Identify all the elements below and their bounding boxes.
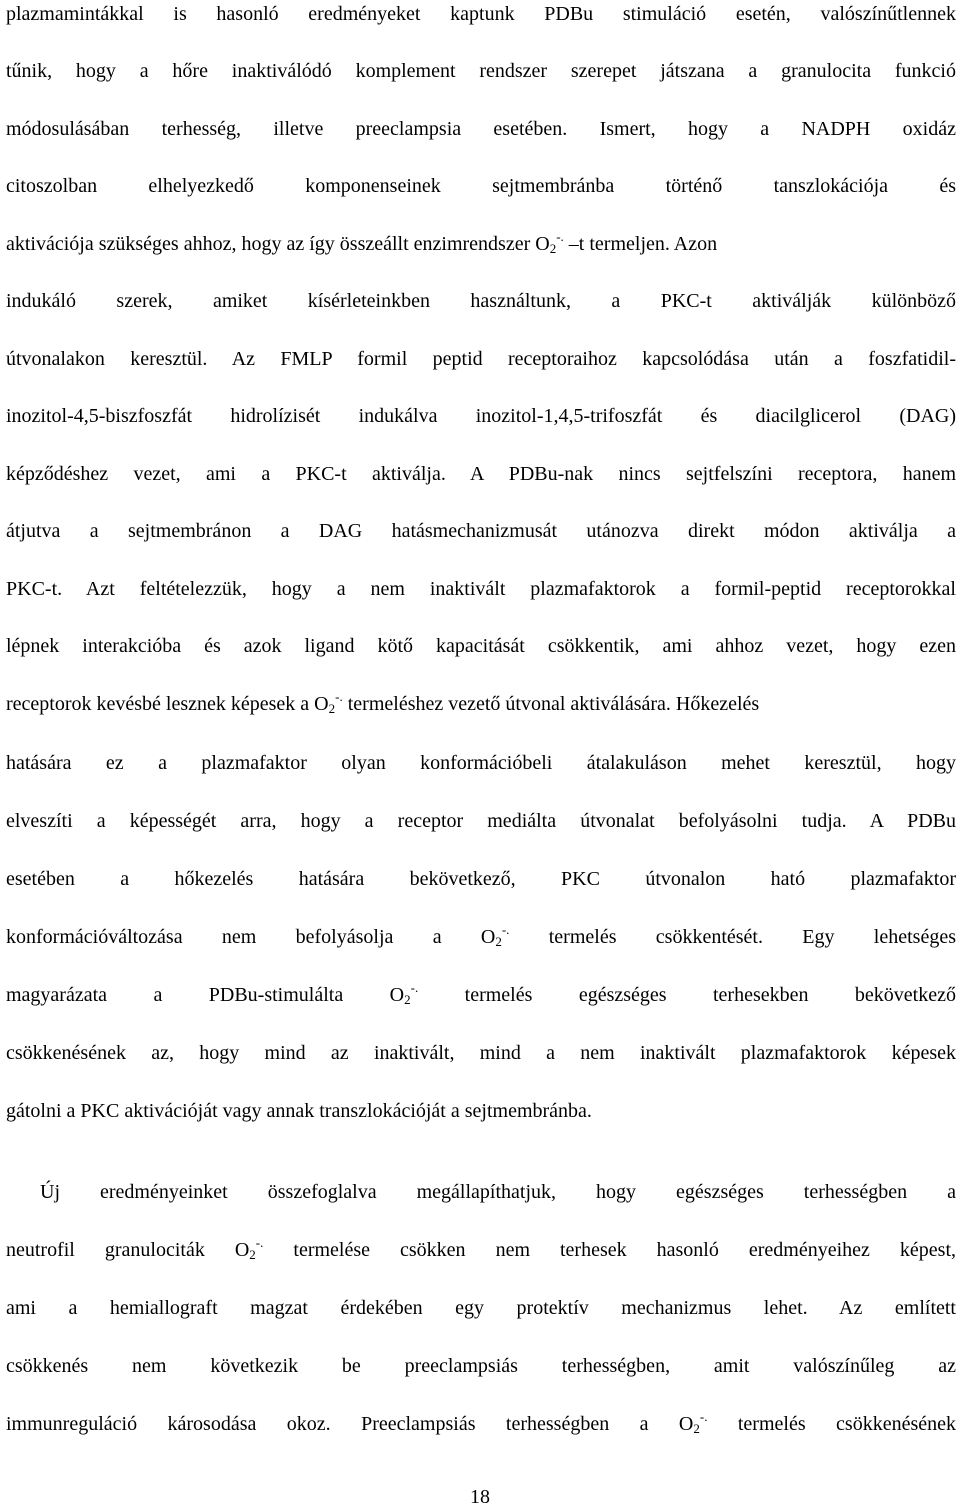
text-segment: neutrofil granulociták O <box>6 1239 250 1261</box>
paragraph-1-line: PKC-t. Azt feltételezzük, hogy a nem inaktivált plazmafaktorok a formil-peptid receptorokkal <box>6 578 956 600</box>
superscript: -. <box>255 1235 264 1250</box>
subscript: 2 <box>495 934 502 949</box>
subscript: 2 <box>328 701 336 716</box>
paragraph-1-line: átjutva a sejtmembránon a DAG hatásmechanizmusát utánozva direkt módon aktiválja a <box>6 520 956 542</box>
paragraph-1-line: útvonalakon keresztül. Az FMLP formil peptid receptoraihoz kapcsolódása után a foszfatidil- <box>6 348 956 370</box>
paragraph-2-line: ami a hemiallograft magzat érdekében egy protektív mechanizmus lehet. Az említett <box>6 1297 956 1319</box>
paragraph-1-line: citoszolban elhelyezkedő komponenseinek sejtmembránba történő tanszlokációja és <box>6 175 956 197</box>
text-segment: termeléshez vezető útvonal aktiválására. Hőkezelés <box>342 693 760 715</box>
page-number: 18 <box>470 1486 490 1508</box>
text-segment: –t termeljen. Azon <box>563 233 718 255</box>
text-segment: receptorok kevésbé lesznek képesek a O <box>6 693 329 715</box>
paragraph-1-line: tűnik, hogy a hőre inaktiválódó komplement rendszer szerepet játszana a granulocita funkció <box>6 60 956 82</box>
text-segment: konformációváltozása nem befolyásolja a O <box>6 926 496 948</box>
subscript: 2 <box>404 992 411 1007</box>
text-segment: termelés csökkenésének <box>707 1413 956 1435</box>
paragraph-1-line: plazmamintákkal is hasonló eredményeket kaptunk PDBu stimuláció esetén, valószínűtlennek <box>6 3 956 25</box>
paragraph-1-line <box>6 690 956 718</box>
paragraph-1-line: inozitol-4,5-biszfoszfát hidrolízisét indukálva inozitol-1,4,5-trifoszfát és diacilglicerol (DAG) <box>6 405 956 427</box>
subscript: 2 <box>693 1421 700 1436</box>
paragraph-2-line <box>6 1236 956 1264</box>
text-segment: termelés egészséges terhesekben bekövetkező <box>418 984 956 1006</box>
paragraph-1-line <box>6 923 956 951</box>
paragraph-1-line: esetében a hőkezelés hatására bekövetkező, PKC útvonalon ható plazmafaktor <box>6 868 956 890</box>
paragraph-1-line: indukáló szerek, amiket kísérleteinkben használtunk, a PKC-t aktiválják különböző <box>6 290 956 312</box>
paragraph-2-line: Új eredményeinket összefoglalva megállapíthatjuk, hogy egészséges terhességben a <box>40 1181 956 1203</box>
superscript: -. <box>556 229 564 244</box>
text-segment: immunreguláció károsodása okoz. Preeclampsiás terhességben a O <box>6 1413 694 1435</box>
paragraph-1-line: lépnek interakcióba és azok ligand kötő kapacitását csökkentik, ami ahhoz vezet, hogy ezen <box>6 635 956 657</box>
superscript: -. <box>501 922 510 937</box>
text-segment: termelés csökkentését. Egy lehetséges <box>509 926 956 948</box>
paragraph-1-line: elveszíti a képességét arra, hogy a receptor mediálta útvonalat befolyásolni tudja. A PDBu <box>6 810 956 832</box>
superscript: -. <box>335 689 343 704</box>
superscript: -. <box>699 1409 708 1424</box>
paragraph-1-line: képződéshez vezet, ami a PKC-t aktiválja. A PDBu-nak nincs sejtfelszíni receptora, hanem <box>6 463 956 485</box>
paragraph-1-line: csökkenésének az, hogy mind az inaktivált, mind a nem inaktivált plazmafaktorok képesek <box>6 1042 956 1064</box>
paragraph-2-line: csökkenés nem következik be preeclampsiás terhességben, amit valószínűleg az <box>6 1355 956 1377</box>
text-segment: termelése csökken nem terhesek hasonló eredményeihez képest, <box>263 1239 956 1261</box>
text-segment: magyarázata a PDBu-stimulálta O <box>6 984 405 1006</box>
subscript: 2 <box>249 1247 256 1262</box>
superscript: -. <box>410 980 419 995</box>
paragraph-2-line <box>6 1410 956 1438</box>
paragraph-1-line: hatására ez a plazmafaktor olyan konformációbeli átalakuláson mehet keresztül, hogy <box>6 752 956 774</box>
paragraph-1-line: módosulásában terhesség, illetve preeclampsia esetében. Ismert, hogy a NADPH oxidáz <box>6 118 956 140</box>
text-segment: aktivációja szükséges ahhoz, hogy az így összeállt enzimrendszer O <box>6 233 550 255</box>
paragraph-1-line: gátolni a PKC aktivációját vagy annak transzlokációját a sejtmembránba. <box>6 1100 592 1122</box>
subscript: 2 <box>549 241 557 256</box>
paragraph-1-line <box>6 981 956 1009</box>
paragraph-1-line <box>6 230 956 258</box>
